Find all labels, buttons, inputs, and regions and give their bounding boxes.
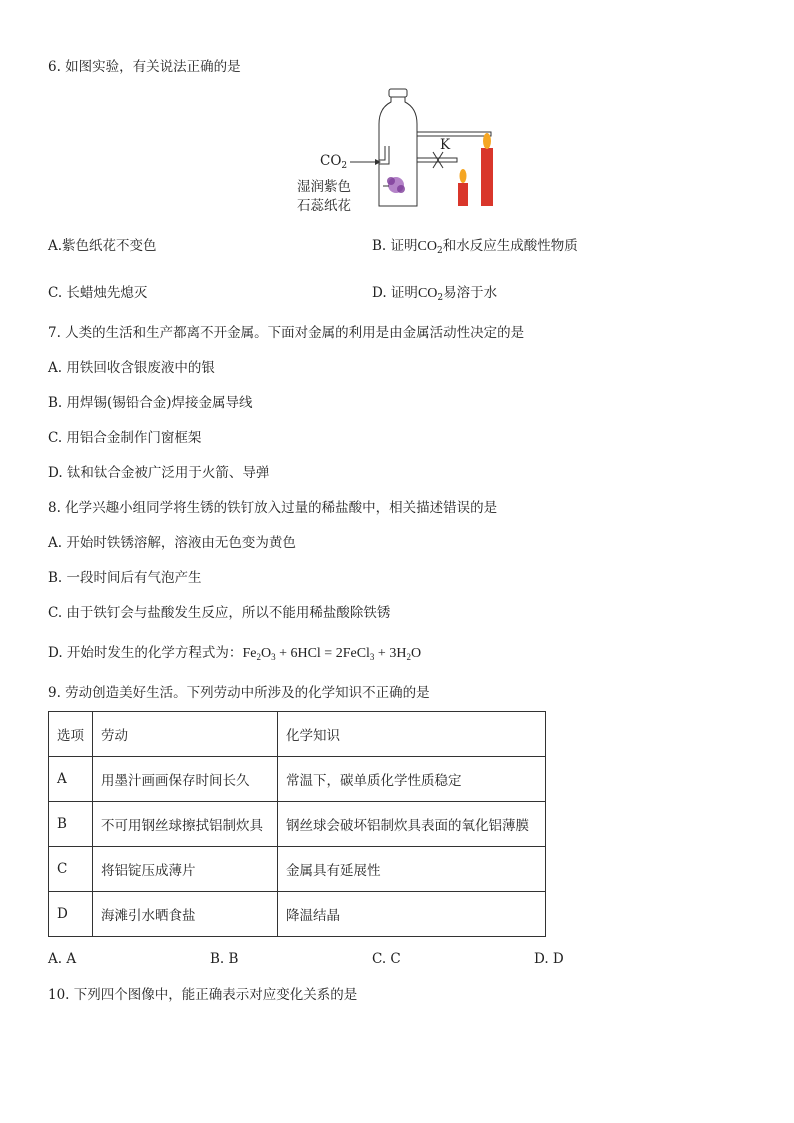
- q7-option-a: A. 用铁回收含银废液中的银: [48, 360, 215, 376]
- table-cell: 海滩引水晒食盐: [93, 892, 278, 937]
- table-header-row: [49, 712, 546, 757]
- q8-option-d: D. 开始时发生的化学方程式为：$Fe_2O_3 + 6HCl$ = 2FeCl$_3$ + $3H_2O$: [48, 645, 422, 662]
- table-cell: C: [49, 847, 93, 892]
- table-cell: 降温结晶: [278, 892, 546, 937]
- header-cell: 选项: [49, 712, 93, 757]
- q9-choice-d: D. D: [534, 951, 564, 967]
- header-cell: 劳动: [93, 712, 278, 757]
- short-candle: [458, 183, 468, 206]
- q8-stem: 8. 化学兴趣小组同学将生锈的铁钉放入过量的稀盐酸中，相关描述错误的是: [48, 500, 498, 516]
- q6-option-b: B. 证明$CO_2$和水反应生成酸性物质: [372, 238, 578, 256]
- flower-label-1: 湿润紫色: [297, 179, 351, 195]
- table-row: [49, 847, 546, 892]
- q6-option-d: D. 证明$CO_2$易溶于水: [372, 285, 498, 303]
- q10-stem: 10. 下列四个图像中，能正确表示对应变化关系的是: [48, 987, 358, 1003]
- q7-option-b: B. 用焊锡(锡铅合金)焊接金属导线: [48, 395, 253, 411]
- outlet-pipe-upper: [417, 132, 491, 136]
- table-row: [49, 892, 546, 937]
- co2-label: $CO_2$: [320, 153, 348, 171]
- q6-experiment-figure: [295, 88, 505, 222]
- q7-option-d: D. 钛和钛合金被广泛用于火箭、导弹: [48, 465, 270, 481]
- q9-choice-b: B. B: [210, 951, 239, 967]
- q7-stem: 7. 人类的生活和生产都离不开金属。下面对金属的利用是由金属活动性决定的是: [48, 325, 525, 341]
- header-cell: 化学知识: [278, 712, 546, 757]
- q8-option-b: B. 一段时间后有气泡产生: [48, 570, 202, 586]
- tall-candle: [481, 148, 493, 206]
- q9-table: [48, 711, 546, 937]
- table-cell: 常温下，碳单质化学性质稳定: [278, 757, 546, 802]
- table-cell: 用墨汁画画保存时间长久: [93, 757, 278, 802]
- table-cell: 不可用钢丝球擦拭铝制炊具: [93, 802, 278, 847]
- table-cell: 将铝锭压成薄片: [93, 847, 278, 892]
- q8-option-a: A. 开始时铁锈溶解，溶液由无色变为黄色: [48, 535, 296, 551]
- table-row: [49, 802, 546, 847]
- chem-equation: $Fe_2O_3 + 6HCl$ = 2FeCl$_3$ + $3H_2O$: [242, 646, 422, 662]
- table-cell: D: [49, 892, 93, 937]
- table-cell: 金属具有延展性: [278, 847, 546, 892]
- q9-choice-c: C. C: [372, 951, 401, 967]
- bottle-stopper: [389, 89, 407, 97]
- table-cell: B: [49, 802, 93, 847]
- short-candle-flame: [460, 169, 467, 183]
- tall-candle-flame: [483, 133, 491, 149]
- q9-choice-a: A. A: [48, 951, 77, 967]
- table-cell: A: [49, 757, 93, 802]
- q9-stem: 9. 劳动创造美好生活。下列劳动中所涉及的化学知识不正确的是: [48, 685, 430, 701]
- q6-stem: 6. 如图实验，有关说法正确的是: [48, 59, 241, 75]
- q8-option-c: C. 由于铁钉会与盐酸发生反应，所以不能用稀盐酸除铁锈: [48, 605, 391, 621]
- table-cell: 钢丝球会破坏铝制炊具表面的氧化铝薄膜: [278, 802, 546, 847]
- k-label: K: [440, 137, 451, 153]
- flower-label-2: 石蕊纸花: [297, 198, 351, 214]
- table-row: [49, 757, 546, 802]
- q6-option-c: C. 长蜡烛先熄灭: [48, 285, 148, 301]
- q6-option-a: A.紫色纸花不变色: [48, 238, 157, 254]
- q7-option-c: C. 用铝合金制作门窗框架: [48, 430, 202, 446]
